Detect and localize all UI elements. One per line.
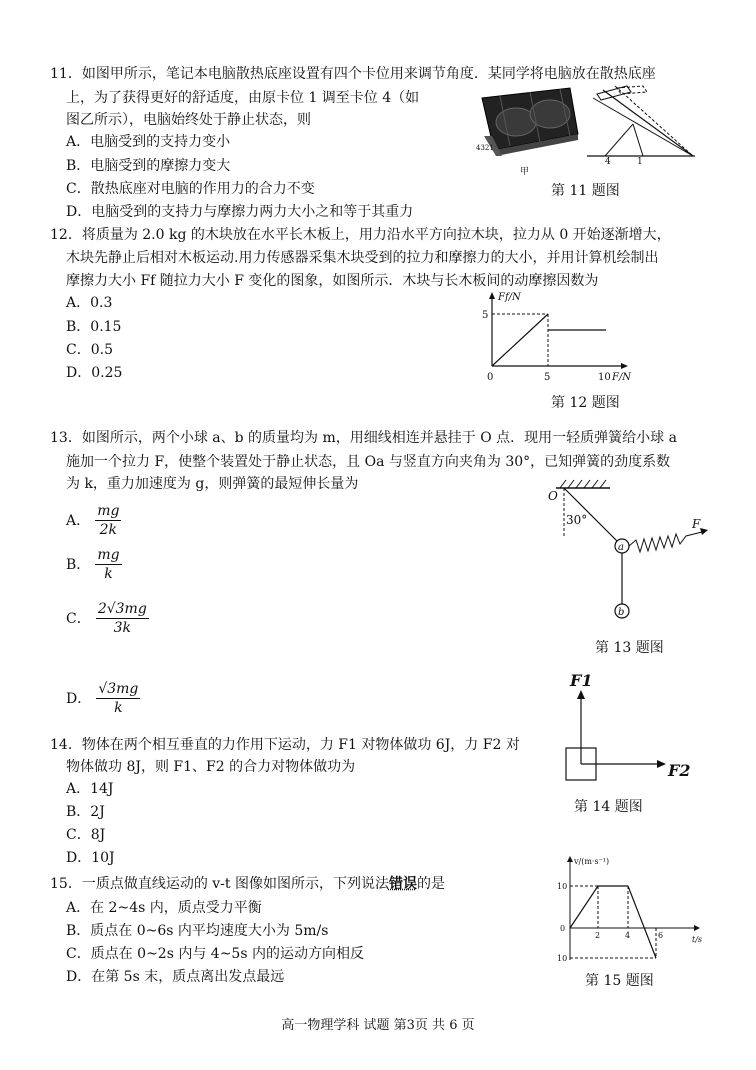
- q12-xtick-0: 0: [487, 372, 494, 383]
- q11-caption: 第 11 题图: [551, 183, 620, 199]
- q11-option-c: C．散热底座对电脑的作用力的合力不变: [66, 181, 315, 197]
- q13-option-a-den: 2k: [99, 522, 118, 538]
- q14-label-f1: F1: [570, 671, 593, 690]
- q13-option-a-num: mg: [97, 503, 120, 519]
- q13-option-d-label: D．: [66, 691, 92, 707]
- q12-xlabel: F/N: [612, 372, 632, 383]
- q13-option-a: [66, 502, 121, 539]
- q15-stem-emphasis: 错误: [388, 876, 417, 892]
- q14-figure: [556, 666, 696, 786]
- q13-option-a-label: A．: [66, 513, 91, 529]
- q12-rising-line: [492, 314, 548, 366]
- q11-stem-line1: 11．如图甲所示，笔记本电脑散热底座设置有四个卡位用来调节角度．某同学将电脑放在散热底座: [50, 66, 656, 82]
- q11-fig-slots: 4321: [476, 144, 494, 152]
- q12-stem-line1: 12．将质量为 2.0 kg 的木块放在水平长木板上，用力沿水平方向拉木块，拉力从 0 开始逐渐增大，: [50, 227, 671, 243]
- q13-option-b-den: k: [104, 566, 113, 582]
- q13-stem-line3: 为 k，重力加速度为 g，则弹簧的最短伸长量为: [66, 476, 359, 492]
- q13-option-c-den: 3k: [113, 620, 131, 636]
- q12-ylabel: Ff/N: [498, 292, 521, 303]
- q14-stem-line1: 14．物体在两个相互垂直的力作用下运动，力 F1 对物体做功 6J，力 F2 对: [50, 737, 520, 753]
- q12-stem-line2: 木块先静止后相对木板运动.用力传感器采集木块受到的拉力和摩擦力的大小，并用计算机绘制出: [66, 250, 659, 266]
- page-footer: 高一物理学科 试题 第3页 共 6 页: [281, 1018, 475, 1033]
- q11-fig-jia-label: 甲: [520, 167, 530, 177]
- q15-xlabel: t/s: [692, 935, 703, 944]
- q13-option-d-num: √3mg: [98, 681, 139, 697]
- q15-segment-4-6: [628, 886, 656, 958]
- q14-stem-line2: 物体做功 8J，则 F1、F2 的合力对物体做功为: [66, 759, 356, 775]
- q15-ytick-0: 0: [560, 924, 566, 933]
- q13-caption: 第 13 题图: [595, 640, 664, 656]
- q13-option-d: [66, 680, 140, 717]
- q15-caption: 第 15 题图: [585, 973, 654, 989]
- q15-stem-pre: 15．一质点做直线运动的 v-t 图像如图所示，下列说法: [50, 876, 389, 892]
- q15-ytick-neg10: 10: [557, 954, 568, 963]
- q15-option-a: A．在 2~4s 内，质点受力平衡: [66, 900, 262, 916]
- q12-ytick-5: 5: [482, 310, 489, 321]
- q13-option-b-label: B．: [66, 557, 91, 573]
- q13-label-F: F: [692, 517, 701, 531]
- q12-chart: [478, 290, 638, 386]
- q12-xtick-10: 10: [598, 372, 611, 383]
- q15-ytick-10: 10: [557, 882, 568, 891]
- q11-option-b: B．电脑受到的摩擦力变大: [66, 158, 231, 174]
- q13-label-a: a: [618, 542, 624, 553]
- q11-fig-pos4: 4: [605, 157, 611, 164]
- q11-option-d: D．电脑受到的支持力与摩擦力两力大小之和等于其重力: [66, 204, 414, 220]
- q15-segment-0-2: [570, 886, 598, 928]
- q11-stem-line2: 上，为了获得更好的舒适度，由原卡位 1 调至卡位 4（如: [66, 90, 420, 106]
- q13-option-a-fraction: [95, 502, 121, 539]
- q13-stem-line1: 13．如图所示，两个小球 a、b 的质量均为 m，用细线相连并悬挂于 O 点．现用一轻质弹簧给小球 a: [50, 430, 677, 446]
- q12-option-d: D．0.25: [66, 365, 123, 381]
- q13-option-c-fraction: [96, 600, 149, 637]
- q15-stem-line1: [50, 873, 445, 895]
- q13-option-d-fraction: [96, 680, 140, 717]
- q13-spring: [629, 531, 706, 552]
- q14-caption: 第 14 题图: [574, 799, 643, 815]
- q12-caption: 第 12 题图: [551, 395, 620, 411]
- q15-ylabel: v/(m·s⁻¹): [574, 857, 610, 866]
- q11-figure-yi: [585, 84, 697, 164]
- q13-label-b: b: [618, 607, 625, 618]
- q15-xtick-2: 2: [595, 931, 601, 940]
- q12-option-b: B．0.15: [66, 319, 122, 335]
- q12-option-c: C．0.5: [66, 342, 113, 358]
- q15-option-d: D．在第 5s 末，质点离出发点最远: [66, 969, 285, 985]
- q15-xtick-4: 4: [625, 931, 631, 940]
- q13-option-c-label: C．: [66, 611, 91, 627]
- q14-option-c: C．8J: [66, 827, 106, 843]
- q15-option-c: C．质点在 0~2s 内与 4~5s 内的运动方向相反: [66, 946, 364, 962]
- q13-label-angle: 30°: [566, 513, 588, 527]
- q11-fig-pos1: 1: [637, 157, 643, 164]
- q12-stem-line3: 摩擦力大小 Ff 随拉力大小 F 变化的图象，如图所示．木块与长木板间的动摩擦因数为: [66, 273, 599, 289]
- q11-figure-jia: [474, 86, 580, 178]
- q14-label-f2: F2: [668, 761, 691, 780]
- q13-option-b-fraction: [95, 546, 121, 583]
- q15-chart: [556, 852, 712, 964]
- q14-option-d: D．10J: [66, 850, 115, 866]
- q12-option-a: A．0.3: [66, 295, 113, 311]
- q15-stem-post: 的是: [416, 876, 445, 892]
- q11-stem-line3: 图乙所示），电脑始终处于静止状态，则: [66, 112, 311, 128]
- q13-figure: [536, 476, 716, 628]
- q13-option-c: [66, 600, 149, 637]
- q13-label-O: O: [548, 489, 558, 503]
- q13-option-b-num: mg: [97, 547, 120, 563]
- q14-option-a: A．14J: [66, 781, 114, 797]
- q13-option-d-den: k: [114, 700, 123, 716]
- q14-option-b: B．2J: [66, 804, 105, 820]
- q13-option-b: [66, 546, 122, 583]
- q12-xtick-5: 5: [544, 372, 551, 383]
- q13-stem-line2: 施加一个拉力 F，使整个装置处于静止状态，且 Oa 与竖直方向夹角为 30°，已知弹簧的劲度系数: [66, 454, 671, 470]
- q13-option-c-num: 2√3mg: [97, 601, 147, 617]
- q11-option-a: A．电脑受到的支持力变小: [66, 134, 231, 150]
- q15-xtick-6: 6: [658, 931, 664, 940]
- q15-option-b: B．质点在 0~6s 内平均速度大小为 5m/s: [66, 923, 329, 939]
